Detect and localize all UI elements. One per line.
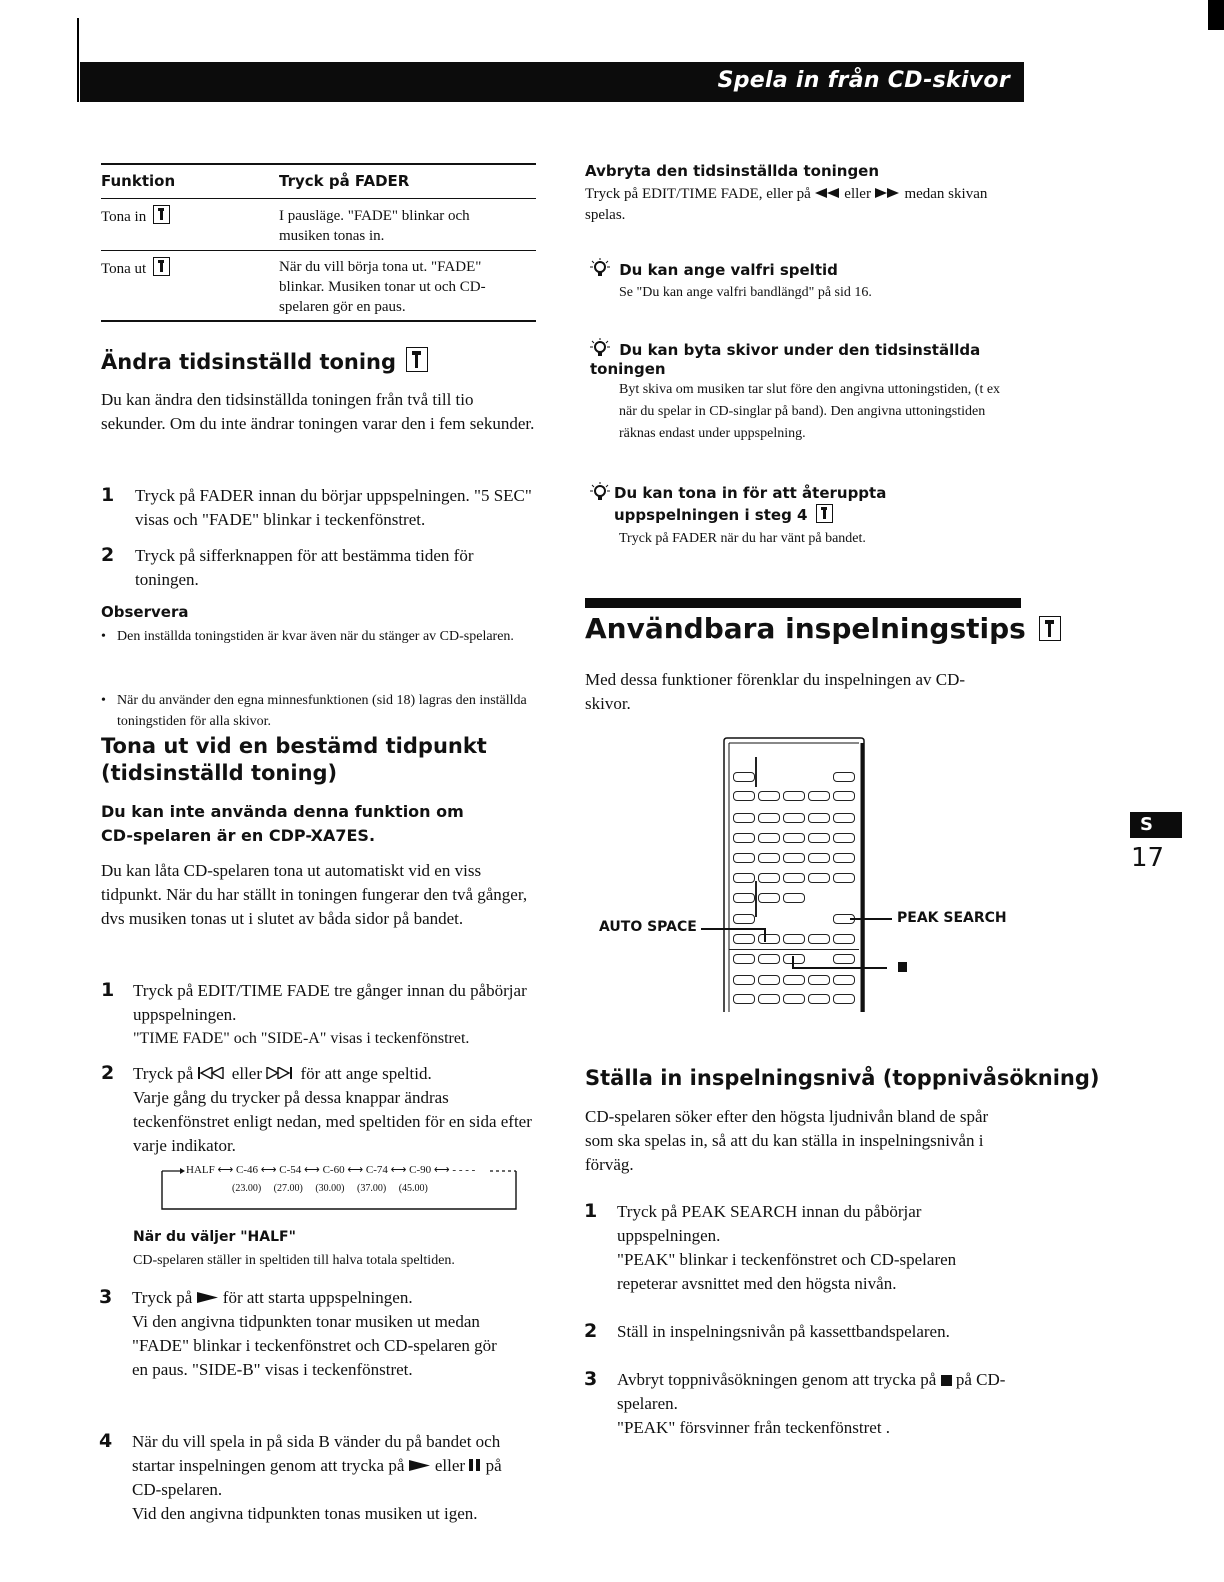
remote-icon xyxy=(406,347,428,372)
section-title-andra xyxy=(101,347,428,374)
step-number: 3 xyxy=(99,1286,113,1308)
andra-title-text: Ändra tidsinställd toning xyxy=(101,350,397,374)
tona-warning: Du kan inte använda denna funktion om CD-spelaren är en CDP-XA7ES. xyxy=(101,802,464,845)
stop-icon xyxy=(898,962,907,972)
avbryta-pre: Tryck på EDIT/TIME FADE, eller på xyxy=(585,186,811,202)
step-3-post: för att starta uppspelningen. xyxy=(222,1288,413,1307)
tona-step-4 xyxy=(132,1430,532,1502)
step-number: 1 xyxy=(101,484,115,506)
stalla-step-2: Ställ in inspelningsnivån på kassettbandspelaren. xyxy=(617,1322,950,1341)
stalla-step-3-sub: "PEAK" försvinner från teckenfönstret . xyxy=(617,1418,891,1437)
cycle-time: (45.00) xyxy=(398,1183,428,1194)
tona-step-1-sub: "TIME FADE" och "SIDE-A" visas i teckenfönstret. xyxy=(133,1030,470,1047)
avbryta-text xyxy=(585,184,1005,226)
remote-icon xyxy=(816,504,833,523)
margin-rule xyxy=(77,18,79,102)
step-number: 2 xyxy=(101,1062,115,1084)
lightbulb-icon xyxy=(590,482,610,504)
row-label-tona-in: Tona in xyxy=(101,209,147,225)
language-tab: S xyxy=(1130,812,1182,838)
tip-title: Du kan ange valfri speltid xyxy=(619,261,838,279)
step-number: 1 xyxy=(584,1200,598,1222)
table-row xyxy=(101,205,170,226)
cycle-time: (23.00) xyxy=(232,1183,262,1194)
tip-title: Du kan byta skivor under den tidsinställda toningen xyxy=(590,341,981,378)
step-number: 2 xyxy=(101,544,115,566)
tona-step-3-sub: Vi den angivna tidpunkten tonar musiken ut medan "FADE" blinkar i teckenfönstret och CD-spelaren gör en paus. "SIDE-B" visas i teckenfönstret. xyxy=(132,1312,497,1379)
note-item: • Den inställda toningstiden är kvar även när du stänger av CD-spelaren. xyxy=(101,626,547,647)
section-title-stalla: Ställa in inspelningsnivå (toppnivåsökning) xyxy=(585,1066,1100,1090)
callout-line xyxy=(850,918,892,920)
stalla-intro: CD-spelaren söker efter den högsta ljudnivån bland de spår som ska spelas in, så att du kan ställa in inspelningsnivån i förväg. xyxy=(585,1107,989,1174)
header-bar xyxy=(80,62,1024,102)
step-4-post: på CD-spelaren. xyxy=(132,1456,502,1499)
rewind-icon xyxy=(815,188,841,198)
section-title-anvandbara xyxy=(585,612,1061,645)
cycle-item: C-90 xyxy=(409,1164,432,1176)
table-bottom-rule xyxy=(101,320,536,322)
note-title: Observera xyxy=(101,603,189,621)
tip xyxy=(590,338,1020,445)
callout-line xyxy=(764,928,766,942)
step-number: 3 xyxy=(584,1368,598,1390)
tona-step-2-sub: Varje gång du trycker på dessa knappar ändras teckenfönstret enligt nedan, med speltiden för en sida efter varje indikator. xyxy=(133,1088,532,1155)
step-2-mid: eller xyxy=(231,1064,262,1083)
step-2-pre: Tryck på xyxy=(133,1064,194,1083)
tip xyxy=(590,482,1020,549)
remote-icon xyxy=(153,257,170,276)
edge-mark xyxy=(1208,0,1224,30)
table-header-rule xyxy=(101,198,536,199)
step-2-post: för att ange speltid. xyxy=(300,1064,432,1083)
skip-back-icon xyxy=(198,1067,228,1079)
andra-step-2: Tryck på sifferknappen för att bestämma tiden för toningen. xyxy=(135,546,474,589)
section-title-tona xyxy=(101,733,487,787)
andra-step-1: Tryck på FADER innan du börjar uppspelningen. "5 SEC" visas och "FADE" blinkar i teckenfönstret. xyxy=(135,486,532,529)
anvandbara-intro: Med dessa funktioner förenklar du inspelningen av CD-skivor. xyxy=(585,670,966,713)
tona-step-4-sub: Vid den angivna tidpunkten tonas musiken ut igen. xyxy=(132,1504,478,1523)
cycle-labels: HALF ⟷ C-46 ⟷ C-54 ⟷ C-60 ⟷ C-74 ⟷ C-90 ⟷ - - - - xyxy=(186,1164,476,1176)
tip-text: Se "Du kan ange valfri bandlängd" på sid 16. xyxy=(619,285,872,300)
avbryta-mid: eller xyxy=(844,186,871,202)
header-title: Spela in från CD-skivor xyxy=(717,68,1010,93)
lightbulb-icon xyxy=(590,258,610,280)
table-header-fader: Tryck på FADER xyxy=(279,172,410,190)
stop-icon xyxy=(941,1375,952,1386)
play-icon xyxy=(197,1292,219,1303)
half-text: CD-spelaren ställer in speltiden till halva totala speltiden. xyxy=(133,1253,455,1268)
stalla-step-1-sub: "PEAK" blinkar i teckenfönstret och CD-spelaren repeterar avsnittet med den högsta nivån. xyxy=(617,1250,957,1293)
table-row xyxy=(101,257,170,278)
tip-text: Tryck på FADER när du har vänt på bandet. xyxy=(619,531,866,546)
step-number: 2 xyxy=(584,1320,598,1342)
anvandbara-title-text: Användbara inspelningstips xyxy=(585,612,1026,645)
tona-step-1: Tryck på EDIT/TIME FADE tre gånger innan du påbörjar uppspelningen. xyxy=(133,981,527,1024)
cycle-time: (27.00) xyxy=(273,1183,303,1194)
skip-forward-icon xyxy=(266,1067,296,1079)
remote-control-illustration xyxy=(723,737,865,1012)
row-text-tona-in: I pausläge. "FADE" blinkar och musiken tonas in. xyxy=(279,208,470,244)
andra-intro: Du kan ändra den tidsinställda toningen från två till tio sekunder. Om du inte ändrar toningen varar den i fem sekunder. xyxy=(101,390,535,433)
step-number: 4 xyxy=(99,1430,113,1452)
label-peak-search: PEAK SEARCH xyxy=(897,910,1007,926)
tip-title: Du kan tona in för att återuppta uppspelningen i steg 4 xyxy=(614,484,887,524)
table-row-rule xyxy=(101,250,536,251)
cycle-item: C-54 xyxy=(279,1164,302,1176)
cycle-time: (37.00) xyxy=(357,1183,387,1194)
avbryta-title: Avbryta den tidsinställda toningen xyxy=(585,162,880,180)
cycle-item: C-74 xyxy=(365,1164,388,1176)
step-number: 1 xyxy=(101,979,115,1001)
half-title: När du väljer "HALF" xyxy=(133,1229,296,1245)
avbryta-post: medan skivan spelas. xyxy=(585,186,988,223)
tape-cycle-diagram xyxy=(160,1163,518,1211)
tip-text: Byt skiva om musiken tar slut före den angivna uttoningstiden, (t ex när du spelar in CD-singlar på band). Den angivna uttoningstiden räknas endast under uppspelning. xyxy=(619,382,1001,441)
tona-title-line-2: (tidsinställd toning) xyxy=(101,761,338,785)
table-header-function: Funktion xyxy=(101,172,176,190)
callout-line xyxy=(792,967,887,969)
step-4-text: När du vill spela in på sida B vänder du på bandet och startar inspelningen genom att trycka på xyxy=(132,1432,501,1475)
cycle-item: C-60 xyxy=(322,1164,345,1176)
tona-intro: Du kan låta CD-spelaren tona ut automatiskt vid en viss tidpunkt. När du har ställt in toningen fungerar den två gånger, dvs musiken tonas ut i slutet av båda sidor på bandet. xyxy=(101,861,528,928)
note-item: • När du använder den egna minnesfunktionen (sid 18) lagras den inställda toningstiden för alla skivor. xyxy=(101,690,547,732)
page-number: 17 xyxy=(1131,843,1165,873)
remote-icon xyxy=(1039,616,1061,641)
stalla-step-1: Tryck på PEAK SEARCH innan du påbörjar uppspelningen. xyxy=(617,1202,922,1245)
fast-forward-icon xyxy=(875,188,901,198)
label-auto-space: AUTO SPACE xyxy=(599,919,697,935)
play-icon xyxy=(409,1460,431,1471)
cycle-time: (30.00) xyxy=(315,1183,345,1194)
cycle-item: HALF xyxy=(186,1164,215,1176)
remote-icon xyxy=(153,205,170,224)
stalla-step-3 xyxy=(617,1368,1007,1416)
tona-step-3 xyxy=(132,1286,532,1310)
tona-step-2 xyxy=(133,1062,543,1086)
pause-icon xyxy=(469,1459,481,1471)
step-4-mid: eller xyxy=(434,1456,466,1475)
row-label-tona-ut: Tona ut xyxy=(101,261,147,277)
lightbulb-icon xyxy=(590,338,610,360)
row-text-tona-ut: När du vill börja tona ut. "FADE" blinkar. Musiken tonar ut och CD-spelaren gör en paus. xyxy=(279,259,486,315)
callout-line xyxy=(701,928,765,930)
cycle-times xyxy=(232,1183,428,1194)
step-3-pre: Tryck på xyxy=(132,1288,193,1307)
tip xyxy=(590,258,1020,303)
tona-title-line-1: Tona ut vid en bestämd tidpunkt xyxy=(101,734,487,758)
table-top-rule xyxy=(101,163,536,165)
stalla-step-3-post: på CD-spelaren. xyxy=(617,1370,1006,1413)
section-rule xyxy=(585,598,1021,608)
stalla-step-3-text: Avbryt toppnivåsökningen genom att trycka på xyxy=(617,1370,937,1389)
cycle-item: C-46 xyxy=(236,1164,259,1176)
